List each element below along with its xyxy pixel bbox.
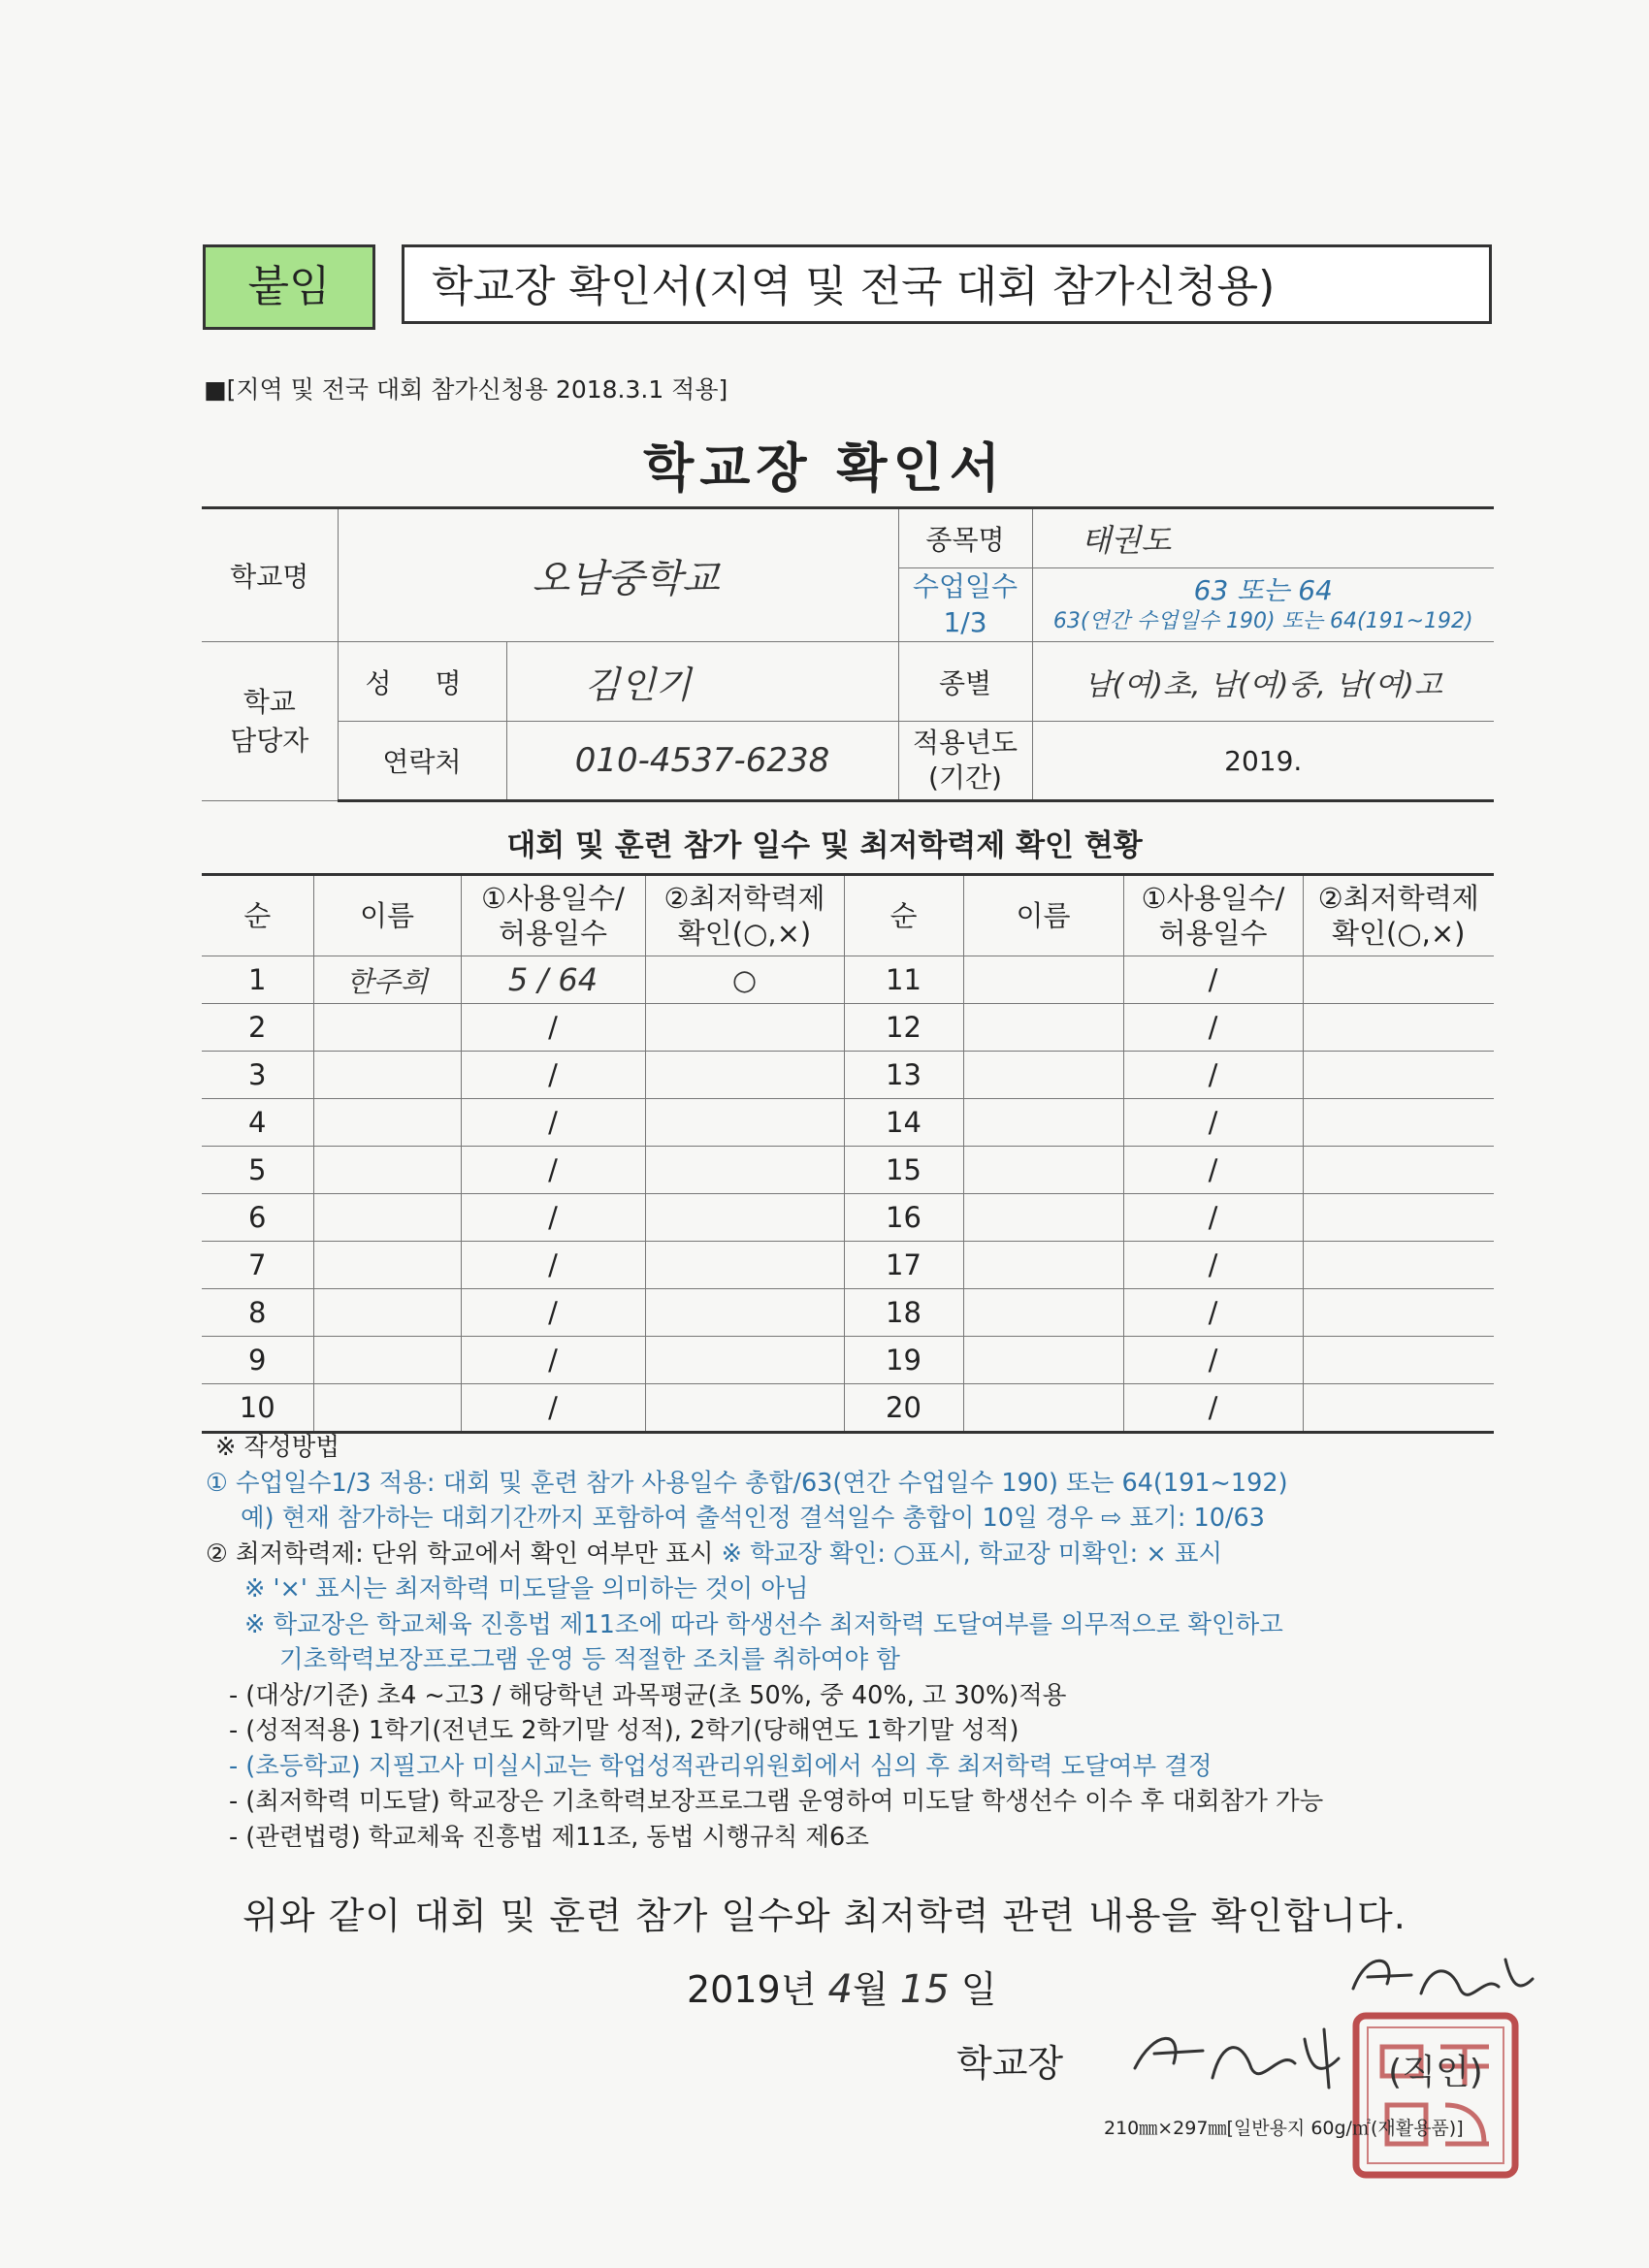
row-num: 19 [844, 1337, 963, 1384]
row-num: 5 [202, 1147, 313, 1194]
row-name [963, 1099, 1123, 1147]
table-row [202, 1242, 1494, 1289]
date-day: 15 [899, 1967, 950, 2012]
seal-stamp-icon [1348, 2008, 1523, 2183]
row-num: 11 [844, 956, 963, 1004]
attachment-tag: 붙임 [203, 244, 375, 330]
header-check-b [1303, 875, 1494, 956]
row-num: 10 [202, 1384, 313, 1433]
row-check [645, 1194, 844, 1242]
type-label: 종별 [898, 642, 1032, 722]
row-days: / [461, 1194, 645, 1242]
participation-title: 대회 및 훈련 참가 일수 및 최저학력제 확인 현황 [506, 828, 1143, 863]
row-name [963, 1004, 1123, 1052]
row-days: / [461, 1052, 645, 1099]
table-row [202, 1337, 1494, 1384]
row-num: 1 [202, 956, 313, 1004]
year-value: 2019. [1032, 722, 1494, 801]
note-2b: ※ 학교장 확인: ○표시, 학교장 미확인: × 표시 [721, 1539, 1223, 1569]
row-check [645, 1289, 844, 1337]
header-num-2: 순 [844, 875, 963, 956]
row-days: / [461, 1289, 645, 1337]
row-name [963, 956, 1123, 1004]
row-check [1303, 1289, 1494, 1337]
row-days: / [1123, 1147, 1303, 1194]
row-name [313, 1099, 461, 1147]
row-check [1303, 956, 1494, 1004]
row-num: 18 [844, 1289, 963, 1337]
row-check [645, 1147, 844, 1194]
table-row [202, 1289, 1494, 1337]
row-days: / [1123, 1242, 1303, 1289]
table-row [202, 1147, 1494, 1194]
row-check [645, 1242, 844, 1289]
school-name-value: 오남중학교 [338, 508, 898, 642]
row-days: / [1123, 1289, 1303, 1337]
name-value: 김인기 [506, 642, 898, 722]
class-days-value-2: 63(연간 수업일수 190) 또는 64(191~192) [1052, 609, 1473, 634]
row-name [963, 1384, 1123, 1433]
row-name [313, 1337, 461, 1384]
row-check [645, 1337, 844, 1384]
header-name: 이름 [313, 875, 461, 956]
note-dash-1: - (대상/기준) 초4 ~고3 / 해당학년 과목평균(초 50%, 중 40%, 고 30%)적용 [229, 1680, 1067, 1710]
note-4a: ※ 학교장은 학교체육 진흥법 제11조에 따라 학생선수 최저학력 도달여부를 의무적으로 확인하고 [244, 1609, 1283, 1639]
header-check [645, 875, 844, 956]
row-num: 17 [844, 1242, 963, 1289]
contact-value: 010-4537-6238 [506, 722, 898, 801]
date-month: 4 [827, 1967, 853, 2012]
row-name [313, 1004, 461, 1052]
date-month-label: 월 [852, 1968, 889, 2011]
participation-header-row [202, 875, 1494, 956]
note-1b: 예) 현재 참가하는 대회기간까지 포함하여 출석인정 결석일수 총합이 10일 경우 ⇨ 표기: 10/63 [241, 1504, 1265, 1533]
row-check [645, 1052, 844, 1099]
school-manager-label-2: 담당자 [230, 724, 309, 757]
seal-signature [1339, 1940, 1542, 2018]
row-num: 7 [202, 1242, 313, 1289]
row-check [645, 1099, 844, 1147]
row-check [645, 1004, 844, 1052]
row-num: 12 [844, 1004, 963, 1052]
page-title: 학교장 확인서 [643, 437, 1006, 499]
row-check [1303, 1337, 1494, 1384]
row-days: / [1123, 1052, 1303, 1099]
row-name [313, 1242, 461, 1289]
instructions [206, 1430, 1505, 1855]
table-row [202, 1004, 1494, 1052]
row-days: / [461, 1147, 645, 1194]
instructions-heading: ※ 작성방법 [215, 1433, 340, 1462]
class-days-value-1: 63 또는 64 [1193, 574, 1333, 606]
event-label: 종목명 [898, 508, 1032, 568]
table-row [202, 1384, 1494, 1433]
note-dash-4: - (최저학력 미도달) 학교장은 기초학력보장프로그램 운영하여 미도달 학생선수 이수 후 대회참가 가능 [229, 1787, 1324, 1816]
participation-table [202, 873, 1494, 1434]
row-check [1303, 1242, 1494, 1289]
row-num: 8 [202, 1289, 313, 1337]
header-days [461, 875, 645, 956]
note-2 [206, 1537, 1505, 1572]
row-days: / [461, 1337, 645, 1384]
row-check [1303, 1147, 1494, 1194]
row-num: 20 [844, 1384, 963, 1433]
header-check-1: ②최저학력제 [663, 881, 825, 915]
header-check-b-1: ②최저학력제 [1317, 881, 1479, 915]
row-check [1303, 1099, 1494, 1147]
row-days: / [1123, 1004, 1303, 1052]
row-check [1303, 1384, 1494, 1433]
row-check: ○ [645, 956, 844, 1004]
paper-spec: 210㎜×297㎜[일반용지 60g/㎡(재활용품)] [1104, 2118, 1464, 2139]
header-days-b-2: 허용일수 [1158, 917, 1268, 950]
header-days-b-1: ①사용일수/ [1141, 881, 1285, 915]
seal-label: (직인) [1388, 2053, 1483, 2092]
row-days: / [461, 1099, 645, 1147]
row-name [963, 1052, 1123, 1099]
row-name [313, 1052, 461, 1099]
date-year: 2019년 [687, 1968, 817, 2011]
row-num: 2 [202, 1004, 313, 1052]
note-2a: ② 최저학력제: 단위 학교에서 확인 여부만 표시 [206, 1539, 714, 1569]
row-days: / [1123, 1384, 1303, 1433]
row-days: / [1123, 956, 1303, 1004]
year-label-2: (기간) [928, 761, 1002, 794]
principal-label: 학교장 [956, 2042, 1064, 2085]
row-num: 9 [202, 1337, 313, 1384]
row-name [963, 1242, 1123, 1289]
contact-label: 연락처 [338, 722, 506, 801]
class-days-label [898, 568, 1032, 642]
note-dash-3: - (초등학교) 지필고사 미실시교는 학업성적관리위원회에서 심의 후 최저학력 도달여부 결정 [229, 1751, 1212, 1781]
type-value: 남(여)초, 남(여)중, 남(여)고 [1032, 642, 1494, 722]
header-name-2: 이름 [963, 875, 1123, 956]
school-manager-label [202, 642, 338, 801]
row-name [313, 1384, 461, 1433]
header-days-b [1123, 875, 1303, 956]
row-days: / [1123, 1194, 1303, 1242]
official-seal [1348, 2008, 1523, 2183]
event-value: 태권도 [1032, 508, 1494, 568]
row-name [963, 1194, 1123, 1242]
row-check [1303, 1004, 1494, 1052]
table-row [202, 1052, 1494, 1099]
school-manager-label-1: 학교 [242, 686, 296, 719]
row-check [1303, 1194, 1494, 1242]
row-name [963, 1147, 1123, 1194]
row-num: 16 [844, 1194, 963, 1242]
header-num: 순 [202, 875, 313, 956]
note-4b: 기초학력보장프로그램 운영 등 적절한 조치를 취하여야 함 [279, 1645, 900, 1674]
table-row [202, 956, 1494, 1004]
row-num: 13 [844, 1052, 963, 1099]
info-table [202, 506, 1494, 802]
name-label: 성 명 [338, 642, 506, 722]
class-days-value [1032, 568, 1494, 642]
row-check [645, 1384, 844, 1433]
table-row [202, 1099, 1494, 1147]
row-days: / [1123, 1337, 1303, 1384]
row-num: 4 [202, 1099, 313, 1147]
row-check [1303, 1052, 1494, 1099]
header-days-1: ①사용일수/ [481, 881, 625, 915]
applied-note: ■[지역 및 전국 대회 참가신청용 2018.3.1 적용] [204, 375, 728, 404]
table-row [202, 1194, 1494, 1242]
header-days-2: 허용일수 [498, 917, 608, 950]
row-name [963, 1289, 1123, 1337]
principal-signature [1116, 2010, 1368, 2097]
row-days: / [461, 1242, 645, 1289]
school-name-label: 학교명 [202, 508, 338, 642]
row-num: 6 [202, 1194, 313, 1242]
row-num: 14 [844, 1099, 963, 1147]
year-label-1: 적용년도 [912, 726, 1018, 759]
class-days-label-2: 1/3 [943, 605, 987, 638]
issue-date [687, 1960, 997, 2013]
row-num: 15 [844, 1147, 963, 1194]
row-name [313, 1289, 461, 1337]
row-name [313, 1194, 461, 1242]
row-name: 한주희 [313, 956, 461, 1004]
year-label [898, 722, 1032, 801]
confirmation-text: 위와 같이 대회 및 훈련 참가 일수와 최저학력 관련 내용을 확인합니다. [242, 1895, 1406, 1937]
note-3: ※ '×' 표시는 최저학력 미도달을 의미하는 것이 아님 [244, 1574, 809, 1604]
row-days: / [1123, 1099, 1303, 1147]
document-title-box: 학교장 확인서(지역 및 전국 대회 참가신청용) [402, 244, 1492, 324]
note-dash-2: - (성적적용) 1학기(전년도 2학기말 성적), 2학기(당해연도 1학기말 성적) [229, 1716, 1019, 1745]
row-days: / [461, 1384, 645, 1433]
date-day-label: 일 [960, 1968, 997, 2011]
row-num: 3 [202, 1052, 313, 1099]
row-name [963, 1337, 1123, 1384]
note-dash-5: - (관련법령) 학교체육 진흥법 제11조, 동법 시행규칙 제6조 [229, 1822, 869, 1852]
row-name [313, 1147, 461, 1194]
header-check-2: 확인(○,×) [677, 917, 812, 950]
header-check-b-2: 확인(○,×) [1332, 917, 1466, 950]
row-days: 5 / 64 [461, 956, 645, 1004]
class-days-label-1: 수업일수 [912, 570, 1018, 603]
note-1a: ① 수업일수1/3 적용: 대회 및 훈련 참가 사용일수 총합/63(연간 수업일수 190) 또는 64(191~192) [206, 1468, 1288, 1498]
row-days: / [461, 1004, 645, 1052]
